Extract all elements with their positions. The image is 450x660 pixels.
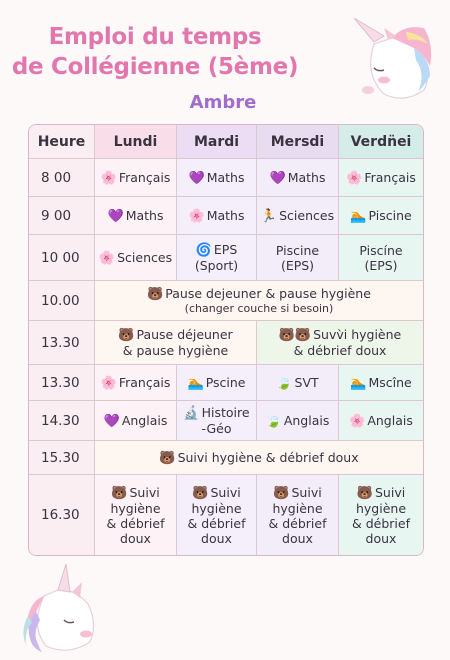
header-day: Mersdi	[257, 125, 339, 159]
heart-icon: 💜	[107, 208, 124, 224]
cell-text: Français	[118, 374, 171, 390]
subject-cell	[95, 475, 177, 555]
flower-icon: 🌸	[100, 170, 117, 186]
time-cell: 15.30	[29, 441, 95, 475]
cell-text: -Géo	[201, 421, 232, 436]
merged-cell	[95, 281, 423, 321]
student-name: Ambre	[189, 92, 257, 113]
time-cell: 13.30	[29, 365, 95, 401]
cell-text: Histoire	[201, 405, 250, 420]
cell-text: Pause déjeuner	[136, 327, 233, 342]
flower-icon: 🌸	[98, 250, 116, 266]
bear-icon: 🐻	[147, 287, 164, 302]
cell-text: (EPS)	[280, 257, 315, 273]
header-day: Mardi	[177, 125, 257, 159]
runner-icon: 🏃	[260, 208, 278, 224]
flower-icon: 🌸	[349, 413, 366, 429]
subject-cell	[257, 159, 339, 197]
subject-cell	[95, 365, 177, 401]
flower-icon: 🌸	[346, 170, 363, 186]
header-heure: Heure	[29, 125, 95, 159]
table-row	[29, 475, 423, 555]
subject-cell	[95, 197, 177, 235]
bear-icon: 🐻	[118, 328, 135, 343]
cell-text: Maths	[287, 169, 326, 185]
cell-text: Anglais	[283, 412, 330, 428]
time-cell: 13.30	[29, 321, 95, 365]
subject-cell	[95, 401, 177, 441]
subject-cell	[177, 365, 257, 401]
subject-cell	[95, 159, 177, 197]
microscope-icon: 🔬	[183, 406, 200, 421]
cell-text: Pause dejeuner & pause hygiène	[165, 286, 371, 301]
cell-text: doux	[120, 530, 151, 546]
subject-cell	[339, 235, 423, 281]
swirl-icon: 🌀	[195, 243, 212, 258]
subject-cell	[177, 401, 257, 441]
cell-text: & débrief doux	[293, 343, 387, 358]
table-row	[29, 321, 423, 365]
bear-icon: 🐻	[356, 485, 373, 501]
bear-icon: 🐻	[273, 485, 290, 501]
subject-cell	[95, 235, 177, 281]
cell-text: Français	[118, 169, 171, 185]
subject-cell	[339, 365, 423, 401]
cell-text: doux	[365, 530, 397, 546]
cell-text: Maths	[206, 169, 245, 185]
table-row	[29, 159, 423, 197]
cell-text: Pscine	[205, 374, 246, 390]
table-row	[29, 281, 423, 321]
table-row	[29, 365, 423, 401]
cell-text: doux	[201, 530, 232, 546]
cell-text: & débrief	[352, 515, 410, 531]
cell-text: Anglais	[121, 412, 168, 428]
subject-cell	[257, 197, 339, 235]
cell-text: Piscine	[368, 207, 412, 223]
cell-text: Maths	[206, 207, 245, 223]
cell-text: Piscine	[275, 242, 320, 258]
subject-cell	[177, 159, 257, 197]
cell-text: hygiène	[110, 500, 161, 516]
cell-text: Français	[364, 169, 416, 185]
bear-icon: 🐻	[192, 485, 209, 501]
swimmer-icon: 🏊	[350, 208, 367, 224]
leaf-icon: 🍃	[265, 413, 282, 429]
half-cell	[95, 321, 257, 365]
subject-cell	[177, 475, 257, 555]
cell-text: & débrief	[268, 515, 327, 531]
page-title	[0, 22, 310, 82]
cell-text: hygiène	[272, 500, 323, 516]
cell-text: (Sport)	[194, 258, 239, 273]
subject-cell	[339, 475, 423, 555]
table-row	[29, 401, 423, 441]
cell-text: Suivi	[129, 484, 160, 500]
unicorn-icon	[344, 14, 436, 104]
bear-icon: 🐻🐻	[278, 328, 312, 343]
subject-cell	[339, 401, 423, 441]
subject-cell	[257, 475, 339, 555]
cell-text: SVT	[294, 374, 319, 390]
flower-icon: 🌸	[100, 375, 117, 391]
cell-text: & débrief	[187, 515, 246, 531]
cell-text: Suivi	[291, 484, 322, 500]
cell-text: hygiène	[355, 500, 407, 516]
header-day: Verdn̈ei	[339, 125, 423, 159]
swimmer-icon: 🏊	[187, 375, 204, 391]
subject-cell	[257, 235, 339, 281]
merged-cell	[95, 441, 423, 475]
cell-text: Mscîne	[368, 374, 412, 390]
subject-cell	[339, 197, 423, 235]
subject-cell	[177, 235, 257, 281]
table-row	[29, 197, 423, 235]
heart-icon: 💜	[103, 413, 120, 429]
swimmer-icon: 🏊	[350, 375, 367, 391]
subject-cell	[257, 401, 339, 441]
cell-text: Suivi	[210, 484, 241, 500]
cell-text: Suvv̀i hygiène	[313, 327, 402, 342]
cell-text: & pause hygiène	[122, 343, 229, 358]
cell-text: & débrief	[106, 515, 165, 531]
flower-icon: 🌸	[188, 208, 205, 224]
timetable	[28, 124, 424, 556]
header-day: Lundi	[95, 125, 177, 159]
cell-text: EPS	[213, 242, 238, 257]
time-cell: 9 00	[29, 197, 95, 235]
cell-text: Suivi hygiène & débrief doux	[177, 449, 359, 465]
table-row	[29, 235, 423, 281]
subject-cell	[257, 365, 339, 401]
subject-cell	[177, 197, 257, 235]
time-cell: 10 00	[29, 235, 95, 281]
leaf-icon: 🍃	[276, 375, 293, 391]
half-cell	[257, 321, 423, 365]
cell-text: Anglais	[367, 412, 413, 428]
title-line-2: de Collégienne (5ème)	[11, 54, 299, 80]
time-cell: 8 00	[29, 159, 95, 197]
cell-text: Sciences	[279, 207, 335, 223]
cell-note: (changer couche si besoin)	[184, 302, 334, 315]
time-cell: 10.00	[29, 281, 95, 321]
table-row	[29, 441, 423, 475]
time-cell: 14.30	[29, 401, 95, 441]
cell-text: Maths	[125, 207, 164, 223]
header-row	[29, 125, 423, 159]
cell-text: Sciences	[117, 249, 173, 265]
heart-icon: 💜	[269, 170, 286, 186]
cell-text: (EPS)	[364, 257, 398, 273]
time-cell: 16.30	[29, 475, 95, 555]
cell-text: hygiène	[191, 500, 242, 516]
bear-icon: 🐻	[111, 485, 128, 501]
subject-cell	[339, 159, 423, 197]
cell-text: Piscíne	[359, 242, 403, 258]
title-line-1: Emploi du temps	[48, 24, 262, 50]
unicorn-icon	[14, 560, 110, 654]
cell-text: Suivi	[374, 484, 406, 500]
bear-icon: 🐻	[159, 450, 176, 466]
heart-icon: 💜	[188, 170, 205, 186]
cell-text: doux	[282, 530, 313, 546]
